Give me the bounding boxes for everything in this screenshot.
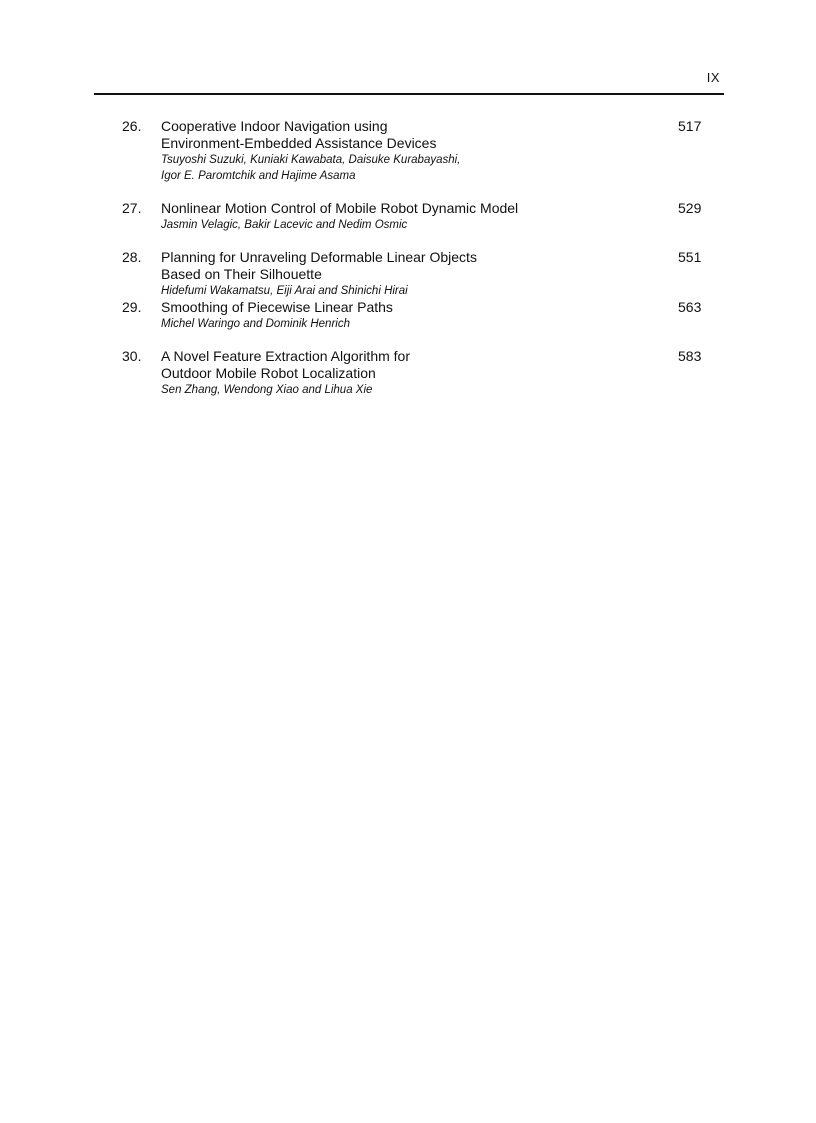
entry-number: 29. — [122, 299, 142, 315]
entry-title: Nonlinear Motion Control of Mobile Robot Dynamic Model — [161, 200, 519, 216]
entry-authors: Hidefumi Wakamatsu, Eiji Arai and Shinichi Hirai — [161, 285, 408, 297]
entry-body — [161, 299, 661, 332]
entry-title: Smoothing of Piecewise Linear Paths — [161, 299, 393, 315]
toc-entry-26[interactable] — [0, 118, 816, 184]
toc-entry-29[interactable] — [0, 299, 816, 332]
table-of-contents — [0, 118, 816, 414]
entry-authors: Tsuyoshi Suzuki, Kuniaki Kawabata, Daisuke Kurabayashi, — [161, 154, 461, 166]
header-rule — [94, 93, 724, 95]
entry-number: 28. — [122, 249, 142, 265]
entry-body — [161, 249, 661, 299]
entry-title: Based on Their Silhouette — [161, 266, 322, 282]
entry-authors: Sen Zhang, Wendong Xiao and Lihua Xie — [161, 384, 373, 396]
entry-page-number: 563 — [678, 299, 702, 315]
entry-page-number: 517 — [678, 118, 702, 134]
entry-authors: Jasmin Velagic, Bakir Lacevic and Nedim Osmic — [161, 219, 408, 231]
entry-title: Environment-Embedded Assistance Devices — [161, 135, 437, 151]
entry-title: Planning for Unraveling Deformable Linear Objects — [161, 249, 477, 265]
entry-number: 27. — [122, 200, 142, 216]
toc-entry-28[interactable] — [0, 249, 816, 299]
entry-title: Outdoor Mobile Robot Localization — [161, 365, 376, 381]
entry-page-number: 583 — [678, 348, 702, 364]
entry-body — [161, 118, 661, 184]
entry-title: A Novel Feature Extraction Algorithm for — [161, 348, 410, 364]
entry-page-number: 551 — [678, 249, 702, 265]
toc-entry-30[interactable] — [0, 348, 816, 398]
entry-authors: Michel Waringo and Dominik Henrich — [161, 318, 350, 330]
entry-title: Cooperative Indoor Navigation using — [161, 118, 388, 134]
entry-number: 30. — [122, 348, 142, 364]
entry-body — [161, 348, 661, 398]
entry-authors: Igor E. Paromtchik and Hajime Asama — [161, 170, 356, 182]
entry-body — [161, 200, 661, 233]
entry-page-number: 529 — [678, 200, 702, 216]
entry-number: 26. — [122, 118, 142, 134]
page-number: IX — [706, 70, 720, 85]
toc-entry-27[interactable] — [0, 200, 816, 233]
